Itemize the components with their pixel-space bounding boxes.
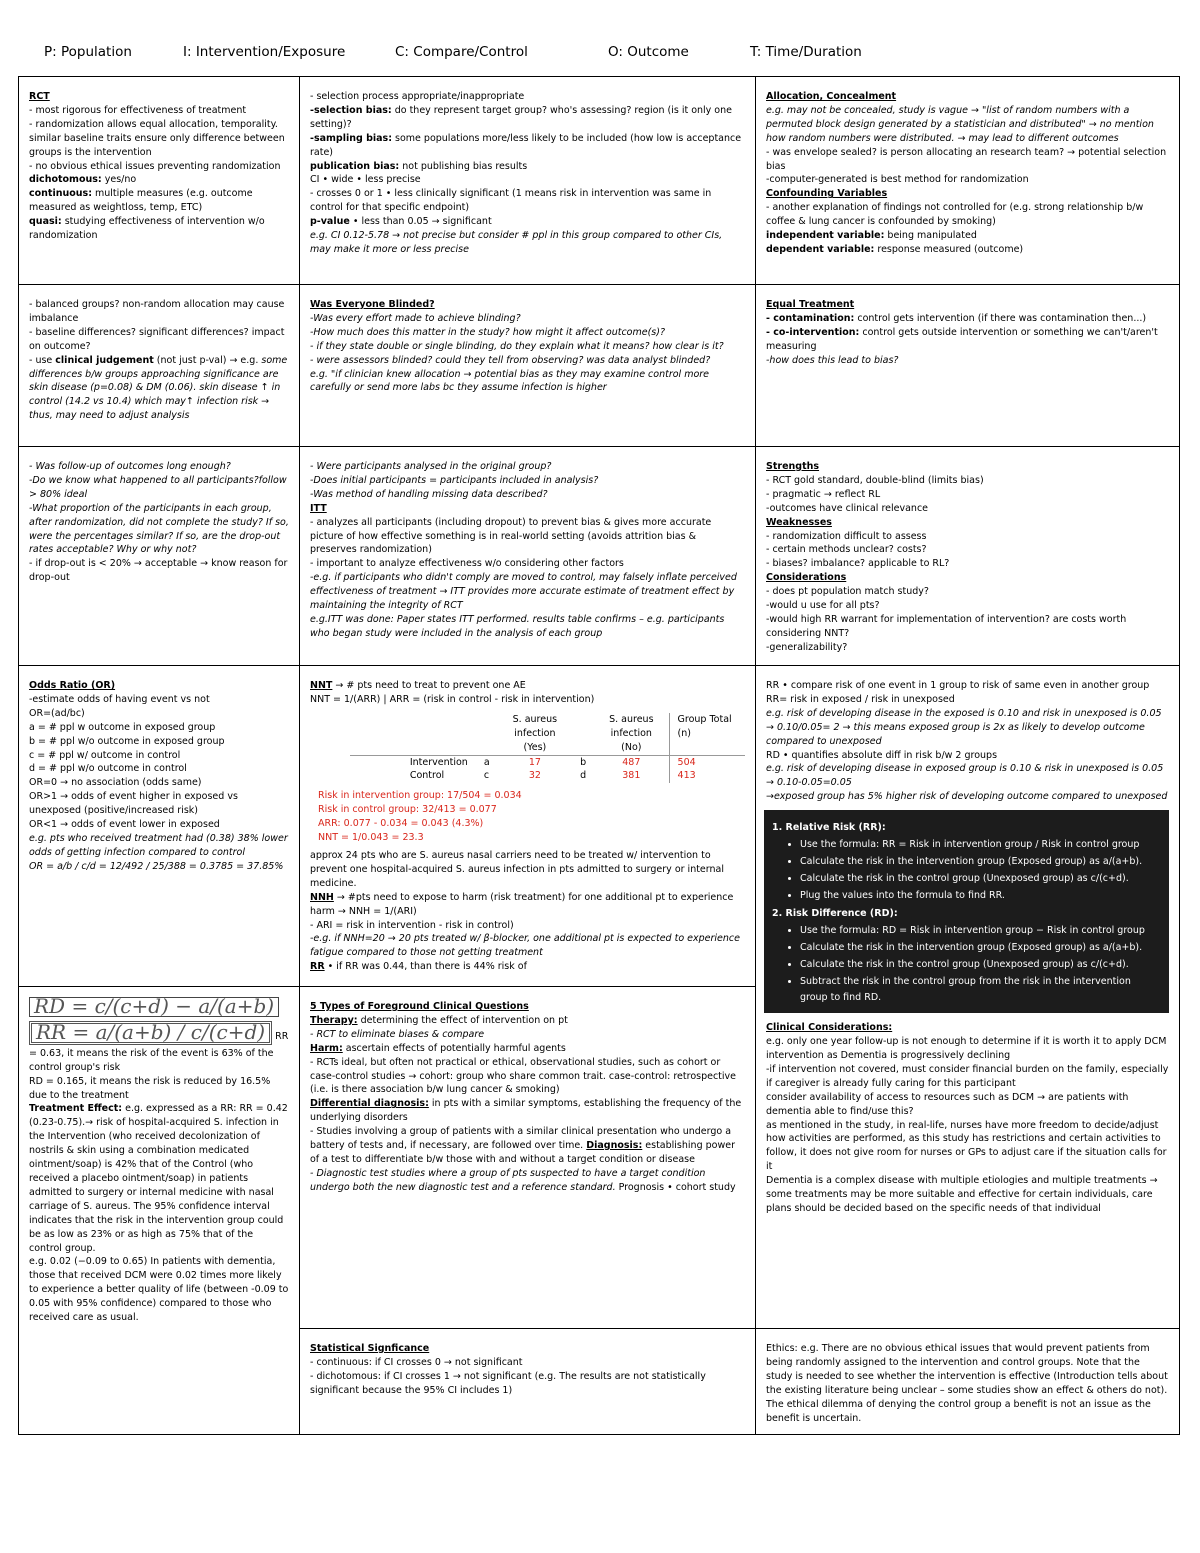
col-header-yes: S. aureus infection (Yes): [512, 713, 558, 753]
or-example: e.g. pts who received treatment had (0.38) 38% lower odds of getting infection compared to control: [29, 832, 288, 858]
clinical-judgement: - use clinical judgement (not just p-val) → e.g. some differences b/w groups approaching significance are skin disease (p=0.08) & DM (0.06). skin disease ↑ in control (14.2 vs 10.4) which may↑ infection risk → thus, may need to adjust analysis: [29, 354, 288, 422]
allocation-line: -computer-generated is best method for randomization: [766, 174, 1029, 186]
selection-line: - selection process appropriate/inappropriate: [310, 91, 525, 102]
rr-interpretation: RR = 0.63, it means the risk of the event is 63% of the control group's risk: [29, 1030, 289, 1073]
dcm-example: e.g. 0.02 (−0.09 to 0.65) In patients with dementia, those that received DCM were 0.02 times more likely to experience a better quality of life (between -0.09 to 0.05 with 95% confidence) compared to those who received care as usual.: [29, 1256, 289, 1324]
risk-calculation: Risk in intervention group: 17/504 = 0.034: [318, 790, 522, 802]
nnt-interpretation: approx 24 pts who are S. aureus nasal carriers need to be treated w/ intervention to prevent one hospital-acquired S. aureus infection in pts admitted to surgery or internal medicine.: [310, 849, 725, 889]
header-outcome: O: Outcome: [608, 44, 689, 60]
considerations-title: Considerations: [766, 572, 847, 584]
strength-item: - RCT gold standard, double-blind (limits bias): [766, 474, 984, 486]
col-header-total: Group Total (n): [669, 713, 745, 755]
or-line: OR>1 → odds of event higher in exposed vs unexposed (positive/increased risk): [29, 791, 238, 817]
risk-calculation: Risk in control group: 32/413 = 0.077: [318, 804, 497, 816]
follow-up-line: -Do we know what happened to all participants?follow > 80% ideal: [29, 474, 287, 500]
rr-heading: 1. Relative Risk (RR):: [772, 822, 886, 834]
prognosis-line: - Diagnostic test studies where a group of pts suspected to have a target condition undergo both the new diagnostic test and a reference standard. Prognosis • cohort study: [310, 1167, 736, 1193]
rr-step: • Plug the values into the formula to find RR.: [800, 888, 1161, 904]
rct-line: - randomization allows equal allocation, temporality. similar baseline traits ensure only difference between groups is the intervention: [29, 118, 285, 158]
cell-ethics: [755, 1328, 1180, 1435]
differential-diagnosis: Differential diagnosis: in pts with a similar symptoms, establishing the frequency of the underlying disorders: [310, 1098, 742, 1124]
rd-example: e.g. risk of developing disease in exposed group is 0.10 & risk in unexposed is 0.05 → 0.10-0.05=0.05: [766, 763, 1164, 789]
rd-step: • Subtract the risk in the control group from the risk in the intervention group to find RD.: [800, 974, 1161, 1006]
clinical-line: -if intervention not covered, must consider financial burden on the family, especially if caregiver is already fully caring for this participant: [766, 1063, 1169, 1089]
ci-example: e.g. CI 0.12-5.78 → not precise but consider # ppl in this group compared to other CIs, may make it more or less precise: [310, 230, 723, 255]
clinical-considerations-title: Clinical Considerations:: [766, 1022, 893, 1034]
ari-line: - ARI = risk in intervention - risk in control): [310, 919, 514, 931]
rr-example: e.g. risk of developing disease in the exposed is 0.10 and risk in unexposed is 0.05 → 0.10/0.05= 2 → this means exposed group is 2x as likely to develop outcome compared to unexposed: [766, 707, 1162, 747]
cell-formulas: [18, 986, 300, 1435]
rd-formula: RD = c/(c+d) − a/(a+b): [29, 997, 279, 1017]
consideration-item: -would high RR warrant for implementation of intervention? are costs worth considering NNT?: [766, 613, 1127, 639]
cell-selection-bias: [299, 76, 756, 285]
cell-equal-treatment: [755, 284, 1180, 447]
cell-statistical-significance: [299, 1328, 756, 1435]
ethics-text: Ethics: e.g. There are no obvious ethical issues that would prevent patients from being randomly assigned to the intervention and control groups. Note that the study is needed to see whether the intervention is effective (Introduction tells about the existing literature being unclear – some studies show an effect & others do not). The ethical dilemma of denying the control group a benefit is not an issue as the benefit is uncertain.: [766, 1343, 1168, 1424]
nnh-example: -e.g. if NNH=20 → 20 pts treated w/ β-blocker, one additional pt is expected to experience fatigue compared to those not getting treatment: [310, 933, 740, 959]
consideration-item: -would u use for all pts?: [766, 600, 880, 612]
blinding-line: -Was every effort made to achieve blinding?: [310, 312, 521, 324]
pico-header: [0, 44, 1200, 64]
itt-question: -Does initial participants = participants included in analysis?: [310, 474, 599, 486]
weakness-item: - randomization difficult to assess: [766, 530, 927, 542]
header-time: T: Time/Duration: [750, 44, 862, 60]
rr-formula-text: RR= risk in exposed / risk in unexposed: [766, 693, 955, 705]
drop-out-line: - if drop-out is < 20% → acceptable → know reason for drop-out: [29, 558, 288, 584]
strengths-title: Strengths: [766, 461, 820, 472]
blinding-line: e.g. "if clinician knew allocation → potential bias as they may examine control more carefully or send more labs bc they assume infection is higher: [310, 368, 710, 394]
or-line: a = # ppl w outcome in exposed group: [29, 721, 216, 733]
allocation-title: Allocation, Concealment: [766, 91, 897, 102]
clinical-line: Dementia is a complex disease with multiple etiologies and multiple treatments → some treatments may be more suitable and effective for certain individuals, care plans should be decided based on the specific needs of that individual: [766, 1175, 1158, 1214]
or-line: b = # ppl w/o outcome in exposed group: [29, 735, 225, 747]
rd-line: RD • quantifies absolute diff in risk b/w 2 groups: [766, 749, 998, 761]
cell-balanced-groups: [18, 284, 300, 447]
confounding-title: Confounding Variables: [766, 188, 888, 200]
table-row: Intervention a 17 b 487 504: [350, 755, 745, 769]
blinding-line: - if they state double or single blinding, do they explain what it means? how clear is it?: [310, 340, 724, 352]
cell-blinding: [299, 284, 756, 447]
itt-example: e.g.ITT was done: Paper states ITT performed. results table confirms – e.g. participants who began study were included in the analysis of each group: [310, 613, 725, 639]
itt-question: - Were participants analysed in the original group?: [310, 461, 552, 472]
rd-step: • Calculate the risk in the control group (Unexposed group) as c/(c+d).: [800, 957, 1161, 973]
cell-nnt: [299, 665, 756, 987]
sampling-bias: -sampling bias: some populations more/less likely to be included (how low is acceptance rate): [310, 132, 742, 158]
cell-clinical-questions: [299, 986, 756, 1329]
blinding-line: - were assessors blinded? could they tell from observing? was data analyst blinded?: [310, 354, 711, 366]
strength-item: - pragmatic → reflect RL: [766, 488, 881, 500]
rd-heading: 2. Risk Difference (RD):: [772, 908, 898, 920]
s-aureus-table: [350, 713, 745, 784]
harm-line: Harm: ascertain effects of potentially harmful agents: [310, 1042, 566, 1054]
rct-line: - most rigorous for effectiveness of treatment: [29, 104, 247, 116]
balance-line: - balanced groups? non-random allocation may cause imbalance: [29, 299, 285, 324]
col-header-no: S. aureus infection (No): [609, 713, 654, 753]
independent-variable: independent variable: being manipulated: [766, 230, 977, 242]
consideration-item: -generalizability?: [766, 641, 848, 653]
cell-odds-ratio: [18, 665, 300, 987]
rr-formula: RR = a/(a+b) / c/(c+d): [29, 1021, 272, 1045]
clinical-line: e.g. only one year follow-up is not enough to determine if it is worth it to apply DCM intervention as Dementia is progressively declining: [766, 1036, 1167, 1061]
cell-strengths: [755, 446, 1180, 666]
cell-itt: [299, 446, 756, 666]
rd-step: • Use the formula: RD = Risk in intervention group − Risk in control group: [800, 923, 1161, 939]
follow-up-line: - Was follow-up of outcomes long enough?: [29, 461, 231, 472]
rct-quasi: quasi: studying effectiveness of intervention w/o randomization: [29, 216, 265, 242]
cell-follow-up: [18, 446, 300, 666]
blinding-line: -How much does this matter in the study? how might it affect outcome(s)?: [310, 326, 666, 338]
statistical-significance-title: Statistical Signficance: [310, 1343, 430, 1354]
dependent-variable: dependent variable: response measured (outcome): [766, 243, 1024, 255]
treatment-effect: Treatment Effect: e.g. expressed as a RR: RR = 0.42 (0.23-0.75).→ risk of hospital-acquired S. infection in the Intervention (who received decolonization of nostrils & skin using a combination medicated ointment/soap) is 42% that of the Control (who received a placebo ointment/soap) in patients admitted to surgery or internal medicine with nasal carriage of S. aureus. The 95% confidence interval indicates that the risk in the intervention group could be as low as 23% or as high as 75% that of the control group.: [29, 1103, 288, 1254]
header-compare: C: Compare/Control: [395, 44, 528, 60]
rd-step: • Calculate the risk in the intervention group (Exposed group) as a/(a+b).: [800, 940, 1161, 956]
rct-title: RCT: [29, 91, 50, 102]
rct-dichotomous: dichotomous: yes/no: [29, 174, 137, 186]
itt-title: ITT: [310, 502, 327, 514]
ci-line: CI • wide • less precise: [310, 174, 421, 186]
balance-line: - baseline differences? significant differences? impact on outcome?: [29, 326, 285, 352]
co-intervention: - co-intervention: control gets outside intervention or something we can't/aren't measuring: [766, 326, 1158, 352]
cell-allocation: [755, 76, 1180, 285]
rr-note: RR • if RR was 0.44, than there is 44% risk of: [310, 961, 527, 973]
itt-example: -e.g. if participants who didn't comply are moved to control, may falsely inflate perceived effectiveness of treatment → ITT provides more accurate estimate of treatment effect by maintaining the integrity of RCT: [310, 572, 737, 612]
nnh-definition: NNH → #pts need to expose to harm (risk treatment) for one additional pt to experience harm → NNH = 1/(ARI): [310, 891, 734, 917]
consideration-item: - does pt population match study?: [766, 586, 929, 598]
equal-treatment-line: -how does this lead to bias?: [766, 354, 899, 366]
follow-up-line: -What proportion of the participants in each group, after randomization, did not complete the study? If so, were the percentages similar? If so, are the drop-out rates acceptable? Why or why not?: [29, 502, 289, 556]
table-row: Control c 32 d 381 413: [350, 769, 745, 783]
odds-ratio-title: Odds Ratio (OR): [29, 680, 116, 691]
p-value: p-value • less than 0.05 → significant: [310, 216, 492, 228]
harm-detail: - RCTs ideal, but often not practical or ethical, observational studies, such as cohort or case-control studies → cohort: group who share common trait. case-control: retrospective (i.e. is there association b/w lung cancer & smoking): [310, 1056, 737, 1096]
selection-bias: -selection bias: do they represent target group? who's assessing? region (is it only one setting)?: [310, 104, 732, 130]
rct-line: - RCT to eliminate biases & compare: [310, 1028, 485, 1040]
publication-bias: publication bias: not publishing bias results: [310, 160, 528, 172]
or-calculation: OR = a/b / c/d = 12/492 / 25/388 = 0.3785 = 37.85%: [29, 860, 284, 872]
itt-line: - important to analyze effectiveness w/o considering other factors: [310, 558, 624, 570]
rr-step: • Calculate the risk in the intervention group (Exposed group) as a/(a+b).: [800, 854, 1161, 870]
rr-step: • Calculate the risk in the control group (Unexposed group) as c/(c+d).: [800, 871, 1161, 887]
rd-interpretation: RD = 0.165, it means the risk is reduced by 16.5% due to the treatment: [29, 1075, 271, 1101]
strength-item: -outcomes have clinical relevance: [766, 502, 929, 514]
diagnosis-line: - Studies involving a group of patients with a similar clinical presentation who undergo a battery of tests and, if necessary, are followed over time. Diagnosis: establishing power of a test to differentiate b/w those with and without a target condition or disease: [310, 1126, 735, 1165]
therapy-line: Therapy: determining the effect of intervention on pt: [310, 1014, 568, 1026]
header-population: P: Population: [44, 44, 132, 60]
cell-rr-rd: [755, 665, 1180, 1329]
weaknesses-title: Weaknesses: [766, 516, 832, 528]
rr-rd-instructions-box: [764, 810, 1169, 1013]
clinical-line: consider availability of access to resources such as DCM → are patients with dementia able to find/use this?: [766, 1091, 1129, 1117]
rr-step: • Use the formula: RR = Risk in intervention group / Risk in control group: [800, 837, 1161, 853]
cell-rct: [18, 76, 300, 285]
rct-line: - no obvious ethical issues preventing randomization: [29, 160, 281, 172]
weakness-item: - biases? imbalance? applicable to RL?: [766, 558, 950, 570]
or-line: OR=(ad/bc): [29, 707, 85, 719]
weakness-item: - certain methods unclear? costs?: [766, 544, 927, 556]
or-line: d = # ppl w/o outcome in control: [29, 763, 187, 775]
risk-calculation: ARR: 0.077 - 0.034 = 0.043 (4.3%): [318, 818, 484, 830]
significance-line: - dichotomous: if CI crosses 1 → not significant (e.g. The results are not statistically significant because the 95% CI includes 1): [310, 1370, 706, 1396]
clinical-line: as mentioned in the study, in real-life, nurses have more freedom to decide/adjust how activities are performed, as this study has restrictions and certain activities to follow, it does not give room for nurses or GPs to adjust care if the situation calls for it: [766, 1119, 1167, 1173]
ci-crosses: - crosses 0 or 1 • less clinically significant (1 means risk in intervention was same in control for that specific endpoint): [310, 188, 712, 214]
or-line: OR=0 → no association (odds same): [29, 777, 202, 789]
rd-example: →exposed group has 5% higher risk of developing outcome compared to unexposed: [766, 791, 1168, 803]
clinical-questions-title: 5 Types of Foreground Clinical Questions: [310, 1001, 529, 1012]
or-line: -estimate odds of having event vs not: [29, 693, 210, 705]
significance-line: - continuous: if CI crosses 0 → not significant: [310, 1356, 523, 1368]
nnt-formula: NNT = 1/(ARR) | ARR = (risk in control - risk in intervention): [310, 693, 595, 705]
nnt-definition: NNT → # pts need to treat to prevent one AE: [310, 680, 526, 691]
rr-line: RR • compare risk of one event in 1 group to risk of same even in another group: [766, 680, 1150, 691]
risk-calculation: NNT = 1/0.043 = 23.3: [318, 832, 424, 844]
allocation-example: e.g. may not be concealed, study is vague → "list of random numbers with a permuted block design generated by a statistician and distributed" → no mention how random numbers were distributed. → may lead to different outcomes: [766, 104, 1154, 144]
itt-line: - analyzes all participants (including dropout) to prevent bias & gives more accurate picture of how effective something is in real-world setting (avoids attrition bias & preserves randomization): [310, 516, 712, 556]
contamination: - contamination: control gets intervention (if there was contamination then...): [766, 312, 1147, 324]
confounding-text: - another explanation of findings not controlled for (e.g. strong relationship b/w coffee & lung cancer is confounded by smoking): [766, 202, 1144, 228]
equal-treatment-title: Equal Treatment: [766, 299, 855, 310]
allocation-line: - was envelope sealed? is person allocating an research team? → potential selection bias: [766, 146, 1167, 172]
header-intervention: I: Intervention/Exposure: [183, 44, 346, 60]
or-line: OR<1 → odds of event lower in exposed: [29, 819, 220, 831]
blinding-title: Was Everyone Blinded?: [310, 299, 435, 310]
rct-continuous: continuous: multiple measures (e.g. outcome measured as weightloss, temp, ETC): [29, 188, 253, 214]
or-line: c = # ppl w/ outcome in control: [29, 749, 181, 761]
itt-question: -Was method of handling missing data described?: [310, 488, 548, 500]
